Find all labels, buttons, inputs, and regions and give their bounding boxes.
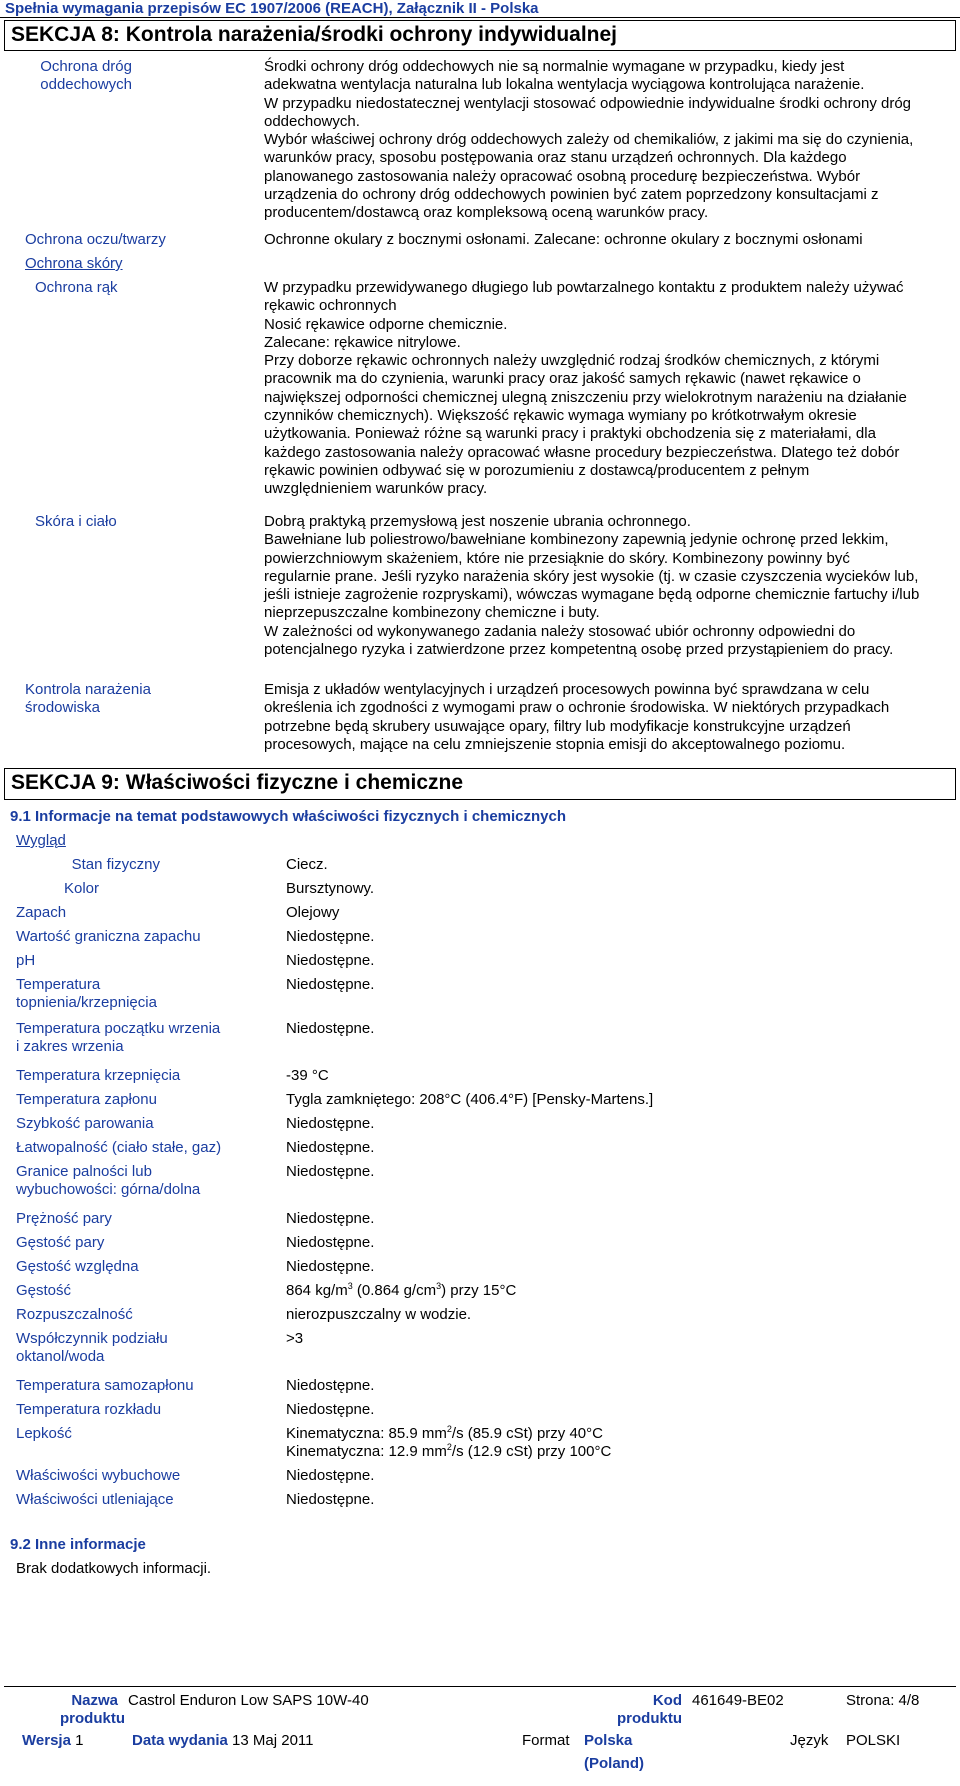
body-protection-text-line: potencjalnego ryzyka i zatwierdzone przez kompetentną osobę przed przystąpieniem do pracy. — [264, 641, 894, 659]
hand-protection-text-line: rękawic ochronnych — [264, 297, 397, 315]
environment-label: Kontrola narażenia środowiska — [25, 681, 151, 717]
product-name-label: Nazwa produktu — [60, 1692, 125, 1728]
hand-protection-text-line: użytkowania. Ponieważ różne są warunki pracy i praktyki obchodzenia się z materiałami, dla — [264, 425, 876, 443]
environment-text — [264, 681, 954, 754]
appearance-label: Wygląd — [16, 832, 66, 849]
oxidizing-properties-value: Niedostępne. — [286, 1491, 375, 1508]
respiratory-text-line: Środki ochrony dróg oddechowych nie są normalnie wymagane w przypadku, kiedy jest — [264, 58, 845, 75]
decomposition-label: Temperatura rozkładu — [16, 1401, 162, 1418]
odor-threshold-value: Niedostępne. — [286, 928, 375, 945]
section-8-title: SEKCJA 8: Kontrola narażenia/środki ochrony indywidualnej — [4, 20, 956, 51]
boiling-point-label: Temperatura początku wrzenia i zakres wrzenia — [16, 1020, 221, 1056]
density-value: 864 $kg/m^3$ (0.864 $g/cm^3$) przy 15°C — [286, 1281, 517, 1299]
autoignition-label: Temperatura samozapłonu — [16, 1377, 194, 1394]
ph-label: pH — [16, 952, 36, 969]
language-label: Język — [790, 1732, 829, 1749]
page-number: Strona: 4/8 — [846, 1692, 920, 1709]
issue-date: Data wydania 13 Maj 2011 — [132, 1732, 314, 1749]
respiratory-text-line: Wybór właściwej ochrony dróg oddechowych zależy od chemikaliów, z jakimi ma się do czynienia, — [264, 131, 914, 149]
other-info-text: Brak dodatkowych informacji. — [16, 1560, 212, 1577]
eye-protection-label: Ochrona oczu/twarzy — [25, 231, 166, 248]
solubility-value: nierozpuszczalny w wodzie. — [286, 1306, 472, 1323]
body-protection-text-line: jeśli istnieje zagrożenie rozpryskami), wówczas wymagane będą odporne chemicznie fartuchy i/lub — [264, 586, 920, 604]
regulation-text: Spełnia wymagania przepisów EC 1907/2006 (REACH), Załącznik II - Polska — [5, 0, 539, 17]
relative-density-value: Niedostępne. — [286, 1258, 375, 1275]
flammability-value: Niedostępne. — [286, 1139, 375, 1156]
hand-protection-text-line: każdego zastosowania należy opracować własne procedury bezpieczeństwa. Dlatego też dobór — [264, 443, 900, 461]
odor-threshold-label: Wartość graniczna zapachu — [16, 928, 201, 945]
format-value: Polska (Poland) — [584, 1732, 644, 1773]
respiratory-text-line: oddechowych. — [264, 112, 360, 130]
body-protection-text — [264, 513, 954, 659]
respiratory-label: Ochrona dróg oddechowych — [40, 58, 132, 94]
partition-coefficient-value: >3 — [286, 1330, 304, 1347]
environment-text-line: procesowych, mające na celu zmniejszenie stopnia emisji do akceptowalnego poziomu. — [264, 735, 846, 753]
body-protection-text-line: Bawełniane lub poliestrowo/bawełniane kombinezony zapewnią jedynie ochronę przed lekkim, — [264, 531, 889, 549]
physical-state-label: Stan fizyczny — [71, 856, 160, 873]
explosive-properties-value: Niedostępne. — [286, 1467, 375, 1484]
respiratory-text — [264, 58, 954, 223]
pour-point-label: Temperatura krzepnięcia — [16, 1067, 181, 1084]
oxidizing-properties-label: Właściwości utleniające — [16, 1491, 174, 1508]
odor-value: Olejowy — [286, 904, 340, 921]
flash-point-value: Tygla zamkniętego: 208°C (406.4°F) [Pensky-Martens.] — [286, 1091, 654, 1108]
explosive-limits-label: Granice palności lub wybuchowości: górna/dolna — [16, 1163, 201, 1199]
flash-point-label: Temperatura zapłonu — [16, 1091, 157, 1108]
skin-protection-label: Ochrona skóry — [25, 255, 123, 272]
hand-protection-text — [264, 279, 954, 499]
hand-protection-text-line: Zalecane: rękawice nitrylowe. — [264, 333, 461, 351]
density-label: Gęstość — [16, 1282, 72, 1299]
pour-point-value: -39 °C — [286, 1067, 329, 1084]
viscosity-value: Kinematyczna: 85.9 $mm^2/s$ (85.9 cSt) przy 40°C Kinematyczna: 12.9 $mm^2/s$ (12.9 cSt) przy 100°C — [286, 1424, 612, 1461]
respiratory-text-line: urządzenia do ochrony dróg oddechowych powinien być zatem poprzedzony konsultacjami z — [264, 186, 879, 204]
footer-divider — [4, 1686, 956, 1687]
decomposition-value: Niedostępne. — [286, 1401, 375, 1418]
environment-text-line: potrzebne będą skrubery usuwające opary, filtry lub modyfikacje konstrukcyjne urządzeń — [264, 717, 851, 735]
eye-protection-text: Ochronne okulary z bocznymi osłonami. Zalecane: ochronne okulary z bocznymi osłonami — [264, 231, 863, 248]
subsection-9-2: 9.2 Inne informacje — [10, 1536, 146, 1553]
hand-protection-text-line: Przy doborze rękawic ochronnych należy uwzględnić rodzaj środków chemicznych, z którymi — [264, 352, 880, 370]
product-name-value: Castrol Enduron Low SAPS 10W-40 — [128, 1692, 369, 1709]
hand-protection-text-line: rękawic powinien odbywać się w porozumieniu z dostawcą/producentem z pełnym — [264, 461, 810, 479]
hand-protection-text-line: W przypadku przewidywanego długiego lub powtarzalnego kontaktu z produktem należy używać — [264, 279, 904, 296]
viscosity-label: Lepkość — [16, 1425, 72, 1442]
color-label: Kolor — [63, 880, 99, 897]
format-label: Format — [522, 1732, 570, 1749]
explosive-limits-value: Niedostępne. — [286, 1163, 375, 1180]
respiratory-text-line: W przypadku niedostatecznej wentylacji stosować odpowiednie indywidualne środki ochrony dróg — [264, 94, 912, 112]
version: Wersja 1 — [22, 1732, 84, 1749]
product-code-value: 461649-BE02 — [692, 1692, 784, 1709]
explosive-properties-label: Właściwości wybuchowe — [16, 1467, 181, 1484]
body-protection-text-line: regularnie prane. Jeśli ryzyko narażenia skóry jest wysokie (tj. w czasie czyszczenia wycieków lub, — [264, 567, 919, 585]
physical-state-value: Ciecz. — [286, 856, 328, 873]
melting-point-value: Niedostępne. — [286, 976, 375, 993]
body-protection-text-line: nieprzepuszczalne kombinezony chemiczne i buty. — [264, 604, 600, 622]
hand-protection-text-line: największej odporności chemicznej ulegną zniszczeniu przy wielokrotnym narażeniu na działanie — [264, 388, 907, 406]
odor-label: Zapach — [16, 904, 67, 921]
color-value: Bursztynowy. — [286, 880, 375, 897]
evaporation-rate-label: Szybkość parowania — [16, 1115, 154, 1132]
hand-protection-text-line: czynników chemicznych). Większość rękawic wymaga wymiany po krótkotrwałym okresie — [264, 407, 857, 425]
autoignition-value: Niedostępne. — [286, 1377, 375, 1394]
evaporation-rate-value: Niedostępne. — [286, 1115, 375, 1132]
regulation-header — [0, 0, 960, 18]
body-protection-label: Skóra i ciało — [35, 513, 117, 530]
respiratory-text-line: warunków pracy, sposobu postępowania oraz stanu urządzeń ochronnych. Dla każdego — [264, 149, 847, 167]
body-protection-text-line: powierzchniowym skażeniem, które nie przesiąknie do skóry. Kombinezony powinny być — [264, 549, 850, 567]
vapor-pressure-label: Prężność pary — [16, 1210, 112, 1227]
flammability-label: Łatwopalność (ciało stałe, gaz) — [16, 1139, 222, 1156]
environment-text-line: określenia ich zgodności z wymogami praw o ochronie środowiska. W niektórych przypadkach — [264, 699, 890, 717]
environment-text-line: Emisja z układów wentylacyjnych i urządzeń procesowych powinna być sprawdzana w celu — [264, 681, 870, 698]
solubility-label: Rozpuszczalność — [16, 1306, 133, 1323]
partition-coefficient-label: Współczynnik podziału oktanol/woda — [16, 1330, 168, 1366]
hand-protection-text-line: uwzględnieniem warunków pracy. — [264, 480, 488, 498]
section-9-title: SEKCJA 9: Właściwości fizyczne i chemiczne — [4, 768, 956, 800]
boiling-point-value: Niedostępne. — [286, 1020, 375, 1037]
hand-protection-label: Ochrona rąk — [35, 279, 118, 296]
hand-protection-text-line: pracownik ma do czynienia, warunki pracy oraz jakość samych rękawic (nawet rękawice o — [264, 370, 861, 388]
product-code-label: Kod produktu — [617, 1692, 682, 1728]
ph-value: Niedostępne. — [286, 952, 375, 969]
vapor-pressure-value: Niedostępne. — [286, 1210, 375, 1227]
relative-density-label: Gęstość względna — [16, 1258, 139, 1275]
hand-protection-text-line: Nosić rękawice odporne chemicznie. — [264, 315, 508, 333]
language-value: POLSKI — [846, 1732, 901, 1749]
melting-point-label: Temperatura topnienia/krzepnięcia — [16, 976, 157, 1012]
respiratory-text-line: adekwatna wentylacja naturalna lub lokalna wentylacja wyciągowa kontrolująca narażenie. — [264, 76, 865, 94]
body-protection-text-line: W zależności od wykonywanego zadania należy stosować ubiór ochronny odpowiedni do — [264, 622, 856, 640]
subsection-9-1: 9.1 Informacje na temat podstawowych właściwości fizycznych i chemicznych — [10, 808, 567, 825]
vapor-density-value: Niedostępne. — [286, 1234, 375, 1251]
body-protection-text-line: Dobrą praktyką przemysłową jest noszenie ubrania ochronnego. — [264, 513, 691, 530]
respiratory-text-line: producentem/dostawcą oraz kompleksową oceną warunków pracy. — [264, 204, 709, 222]
respiratory-text-line: planowanego zastosowania należy opracować osobną procedurę bezpieczeństwa. Wybór — [264, 167, 861, 185]
vapor-density-label: Gęstość pary — [16, 1234, 105, 1251]
